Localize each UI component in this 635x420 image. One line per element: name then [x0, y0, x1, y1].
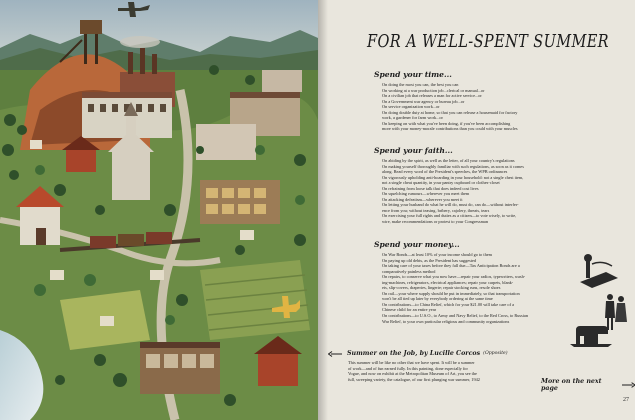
section-lines — [374, 82, 620, 132]
caption-line: full, sweeping variety, the catalogue, of our first plunging war summer, 1942 — [348, 376, 480, 382]
section-line: more with your money-morale contributions than you could with your muscles — [382, 126, 518, 132]
section-line: not a single cheat quantity, in your pantry cupboard or clothes-closet — [382, 180, 500, 186]
caption-line: Vogue, and now on exhibit at the Metropolitan Museum of Art, you see the — [348, 371, 477, 377]
section-line: On exercising your full rights and duties as a citizen—to vote wisely, to write, — [382, 213, 517, 219]
section-line: On contributions—to China Relief, which for your $21.00 will take care of a — [382, 301, 514, 307]
section-line: work, a gardener for farm work...or — [382, 115, 443, 121]
section-line: comparatively painless method — [382, 268, 436, 274]
arrow-left-icon — [328, 351, 342, 357]
section-line: On contributions—to U.S.O., to Army and Navy Relief, to the Red Cross, to Russian — [382, 313, 528, 319]
text-page — [318, 0, 635, 420]
section-heading: Spend your time... — [374, 70, 452, 79]
section-line: along. Read every word of the President's speeches, the WPB ordinances — [382, 169, 508, 175]
section-line: On a civilian job that releases a man for active service...or — [382, 93, 482, 99]
section-line: On refraining from loose talk that does indeed cost lives — [382, 185, 479, 191]
section-line: Chinese child for an entire year — [382, 307, 437, 313]
sewing-machine-vignette-icon — [568, 322, 614, 348]
arrow-right-icon — [622, 382, 635, 388]
section-line: On War Bonds—at least 10% of your income should go to them — [382, 252, 492, 257]
section-line: On letting your husband do what he will do, must do, can do—without interfer- — [382, 202, 519, 208]
page-number: 27 — [623, 397, 629, 403]
more-text: More on the next page — [541, 378, 602, 392]
page-gutter-shadow — [318, 0, 328, 420]
caption-heading: Summer on the Job, by Lucille Corcos — [347, 350, 481, 357]
section-line: ing-machines, refrigerators, electrical appliances; repair your carpets, blank- — [382, 279, 514, 285]
section-spend-faith — [374, 146, 620, 225]
section-line: On doing the most you can, the best you can — [382, 82, 459, 87]
section-line: War Relief, to your own particular religious and community organizations — [382, 318, 510, 324]
section-heading: Spend your faith... — [374, 146, 453, 155]
section-line: ets, slip-covers, draperies, lingerie; repair stocking runs, resole shoes — [382, 285, 501, 291]
section-line: On squelching rumours—wherever you meet them — [382, 191, 470, 197]
caption-credit: (Opposite) — [483, 351, 508, 356]
section-line: wire, make recommendations or protest to your Congressman — [382, 219, 488, 225]
section-line: On vigorously upholding anti-hoarding in your household: not a single chest item, — [382, 174, 524, 180]
section-line: On abiding by the spirit, as well as the letter, of all your country's regulations — [382, 158, 515, 163]
more-on-next-page-link[interactable] — [541, 378, 635, 392]
caption-line: This summer will be like no other that we have spent. It will be a summer — [348, 360, 475, 365]
section-line: On taking care of your taxes before they fall due—Tax Anticipation Bonds are a — [382, 263, 520, 269]
section-line: ence from you; without teasing, bribery, cajolery, threats, tears — [382, 207, 490, 213]
section-line: On working at a war production job...clerical or manual...or — [382, 87, 485, 93]
typewriter-vignette-icon — [576, 252, 622, 292]
section-line: On rail—your where supply should be put in immediately, so that transportation — [382, 290, 520, 296]
section-line: On keeping on with what you've been doing, if you've been accomplishing — [382, 120, 511, 126]
section-line: won't be all tied up later by everybody ordering at the same time — [382, 296, 493, 302]
section-spend-time — [374, 70, 620, 132]
caption-heading-row — [328, 350, 560, 357]
section-lines — [374, 158, 620, 225]
section-heading: Spend your money... — [374, 240, 460, 249]
section-line: On doing double duty at home, so that you can release a housemaid for factory — [382, 109, 518, 115]
section-line: On paying up old debts, as the President has suggested — [382, 257, 477, 263]
section-line: On making yourself thoroughly familiar with such regulations, as soon as it comes — [382, 163, 524, 169]
page-headline: FOR A WELL-SPENT SUMMER — [367, 32, 609, 52]
section-line: On repairs, to conserve what you now have—repair your radios, typewriters, wash- — [382, 274, 526, 280]
section-line: On attacking defeatism—wherever you meet it — [382, 196, 463, 202]
section-line: On a Government war agency or bureau job...or — [382, 98, 465, 104]
caption-line: of work—and of fun earned fully. In this painting, done especially for — [348, 365, 468, 371]
section-line: On service organization work...or — [382, 104, 440, 110]
painting-caption — [328, 350, 560, 382]
